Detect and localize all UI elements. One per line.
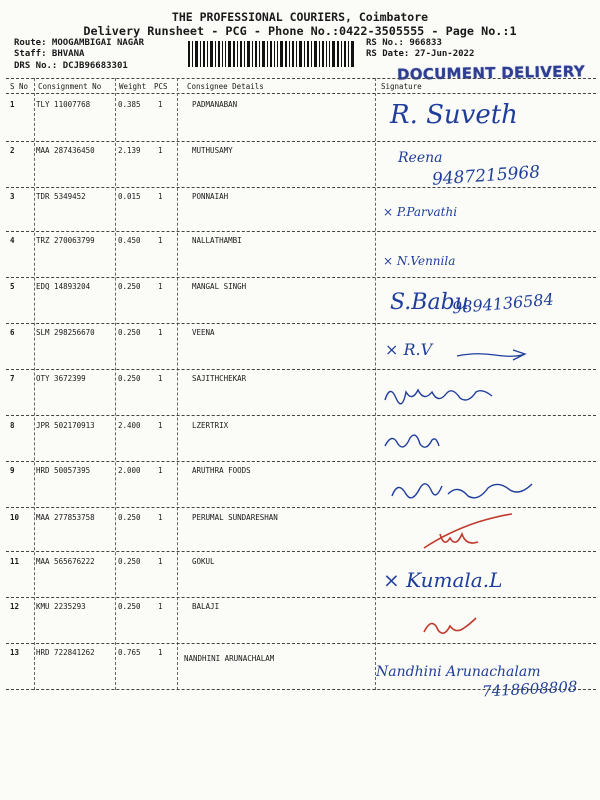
row-consignee: SAJITHCHEKAR	[192, 374, 247, 383]
row-signature: S.Babu	[390, 290, 469, 315]
route-label: Route: MOOGAMBIGAI NAGAR	[14, 38, 145, 48]
row-sno: 8	[10, 421, 15, 430]
row-consignee: MUTHUSAMY	[192, 146, 233, 155]
row-consignment: TDR 5349452	[36, 192, 86, 201]
rs-number: RS No.: 966833	[366, 38, 442, 48]
row-pcs: 1	[158, 648, 163, 657]
row-signature: × R.V	[385, 340, 433, 359]
row-pcs: 1	[158, 192, 163, 201]
row-sno: 9	[10, 466, 15, 475]
row-consignment: HRD 722841262	[36, 648, 95, 657]
row-signature: Nandhini Arunachalam	[376, 664, 541, 680]
row-consignment: SLM 298256670	[36, 328, 95, 337]
signature-scribble	[418, 512, 518, 556]
col-divider	[34, 78, 35, 690]
row-sno: 13	[10, 648, 20, 657]
row-pcs: 1	[158, 236, 163, 245]
row-signature: R. Suveth	[390, 100, 518, 130]
row-consignment: OTY 3672399	[36, 374, 86, 383]
col-header-pcs: PCS	[154, 82, 168, 91]
row-weight: 0.250	[118, 513, 141, 522]
row-rule	[6, 277, 596, 278]
row-sno: 12	[10, 602, 20, 611]
row-rule	[6, 597, 596, 598]
row-consignee: VEENA	[192, 328, 215, 337]
row-pcs: 1	[158, 146, 163, 155]
col-header-consignee: Consignee Details	[187, 82, 264, 91]
col-header-signature: Signature	[381, 82, 422, 91]
row-sno: 6	[10, 328, 15, 337]
row-consignee: PONNAIAH	[192, 192, 229, 201]
signature-scribble	[382, 380, 502, 410]
row-sno: 5	[10, 282, 15, 291]
signature-scribble	[382, 428, 442, 454]
row-rule	[6, 415, 596, 416]
row-rule	[6, 461, 596, 462]
row-pcs: 1	[158, 466, 163, 475]
row-pcs: 1	[158, 421, 163, 430]
drs-number: DRS No.: DCJB96683301	[14, 61, 128, 71]
row-consignment: EDQ 14893204	[36, 282, 91, 291]
row-weight: 0.250	[118, 282, 141, 291]
row-consignee: PERUMAL SUNDARESHAN	[192, 513, 278, 522]
row-signature: × P.Parvathi	[383, 205, 458, 219]
row-signature-phone: 7418608808	[481, 677, 578, 701]
row-pcs: 1	[158, 282, 163, 291]
row-rule	[6, 369, 596, 370]
row-weight: 0.450	[118, 236, 141, 245]
row-weight: 2.400	[118, 421, 141, 430]
runsheet-title: Delivery Runsheet - PCG - Phone No.:0422-3505555 - Page No.:1	[83, 24, 517, 38]
header-rule	[6, 93, 596, 94]
row-consignee: LZERTRIX	[192, 421, 229, 430]
row-sno: 10	[10, 513, 20, 522]
row-rule	[6, 643, 596, 644]
row-rule	[6, 507, 596, 508]
row-consignee: NALLATHAMBI	[192, 236, 242, 245]
row-sno: 3	[10, 192, 15, 201]
row-rule	[6, 141, 596, 142]
row-pcs: 1	[158, 374, 163, 383]
row-signature: Reena	[398, 150, 443, 166]
signature-scribble	[420, 606, 480, 640]
row-consignment: HRD 50057395	[36, 466, 91, 475]
signature-scribble	[388, 470, 538, 510]
row-consignment: TRZ 270063799	[36, 236, 95, 245]
row-signature-phone: 9487215968	[431, 162, 541, 190]
row-rule	[6, 323, 596, 324]
document-delivery-stamp: DOCUMENT DELIVERY	[396, 62, 586, 84]
row-rule	[6, 231, 596, 232]
row-signature: × N.Vennila	[383, 254, 456, 268]
table-bottom-rule	[6, 689, 596, 690]
row-consignment: JPR 502170913	[36, 421, 95, 430]
col-header-weight: Weight	[119, 82, 147, 91]
row-weight: 0.385	[118, 100, 141, 109]
row-weight: 0.250	[118, 557, 141, 566]
row-weight: 2.139	[118, 146, 141, 155]
row-signature-phone: 9894136584	[451, 289, 555, 318]
col-divider	[177, 78, 178, 690]
row-rule	[6, 187, 596, 188]
row-weight: 2.000	[118, 466, 141, 475]
row-weight: 0.015	[118, 192, 141, 201]
row-consignee: GOKUL	[192, 557, 215, 566]
row-sno: 7	[10, 374, 15, 383]
col-divider	[115, 78, 116, 690]
row-consignment: MAA 565676222	[36, 557, 95, 566]
signature-scribble	[455, 346, 527, 366]
row-pcs: 1	[158, 328, 163, 337]
row-consignment: TLY 11007768	[36, 100, 91, 109]
row-rule	[6, 551, 596, 552]
row-consignee: PADMANABAN	[192, 100, 238, 109]
row-weight: 0.250	[118, 328, 141, 337]
row-sno: 1	[10, 100, 15, 109]
barcode-icon	[188, 41, 355, 67]
company-title: THE PROFESSIONAL COURIERS, Coimbatore	[171, 10, 429, 24]
staff-label: Staff: BHVANA	[14, 49, 85, 59]
col-divider	[375, 78, 376, 690]
row-consignment: MAA 287436450	[36, 146, 95, 155]
row-consignment: MAA 277853758	[36, 513, 95, 522]
row-weight: 0.250	[118, 374, 141, 383]
row-consignee: NANDHINI ARUNACHALAM	[184, 654, 275, 663]
row-consignment: KMU 2235293	[36, 602, 86, 611]
row-pcs: 1	[158, 602, 163, 611]
rs-date: RS Date: 27-Jun-2022	[366, 49, 475, 59]
row-pcs: 1	[158, 557, 163, 566]
row-consignee: BALAJI	[192, 602, 220, 611]
row-weight: 0.765	[118, 648, 141, 657]
row-signature: × Kumala.L	[383, 568, 503, 592]
row-consignee: ARUTHRA FOODS	[192, 466, 251, 475]
row-consignee: MANGAL SINGH	[192, 282, 247, 291]
table-top-rule	[6, 78, 596, 79]
row-weight: 0.250	[118, 602, 141, 611]
row-pcs: 1	[158, 513, 163, 522]
row-sno: 11	[10, 557, 20, 566]
col-header-sno: S No	[10, 82, 29, 91]
row-sno: 4	[10, 236, 15, 245]
row-pcs: 1	[158, 100, 163, 109]
row-sno: 2	[10, 146, 15, 155]
col-header-consignment: Consignment No	[38, 82, 102, 91]
